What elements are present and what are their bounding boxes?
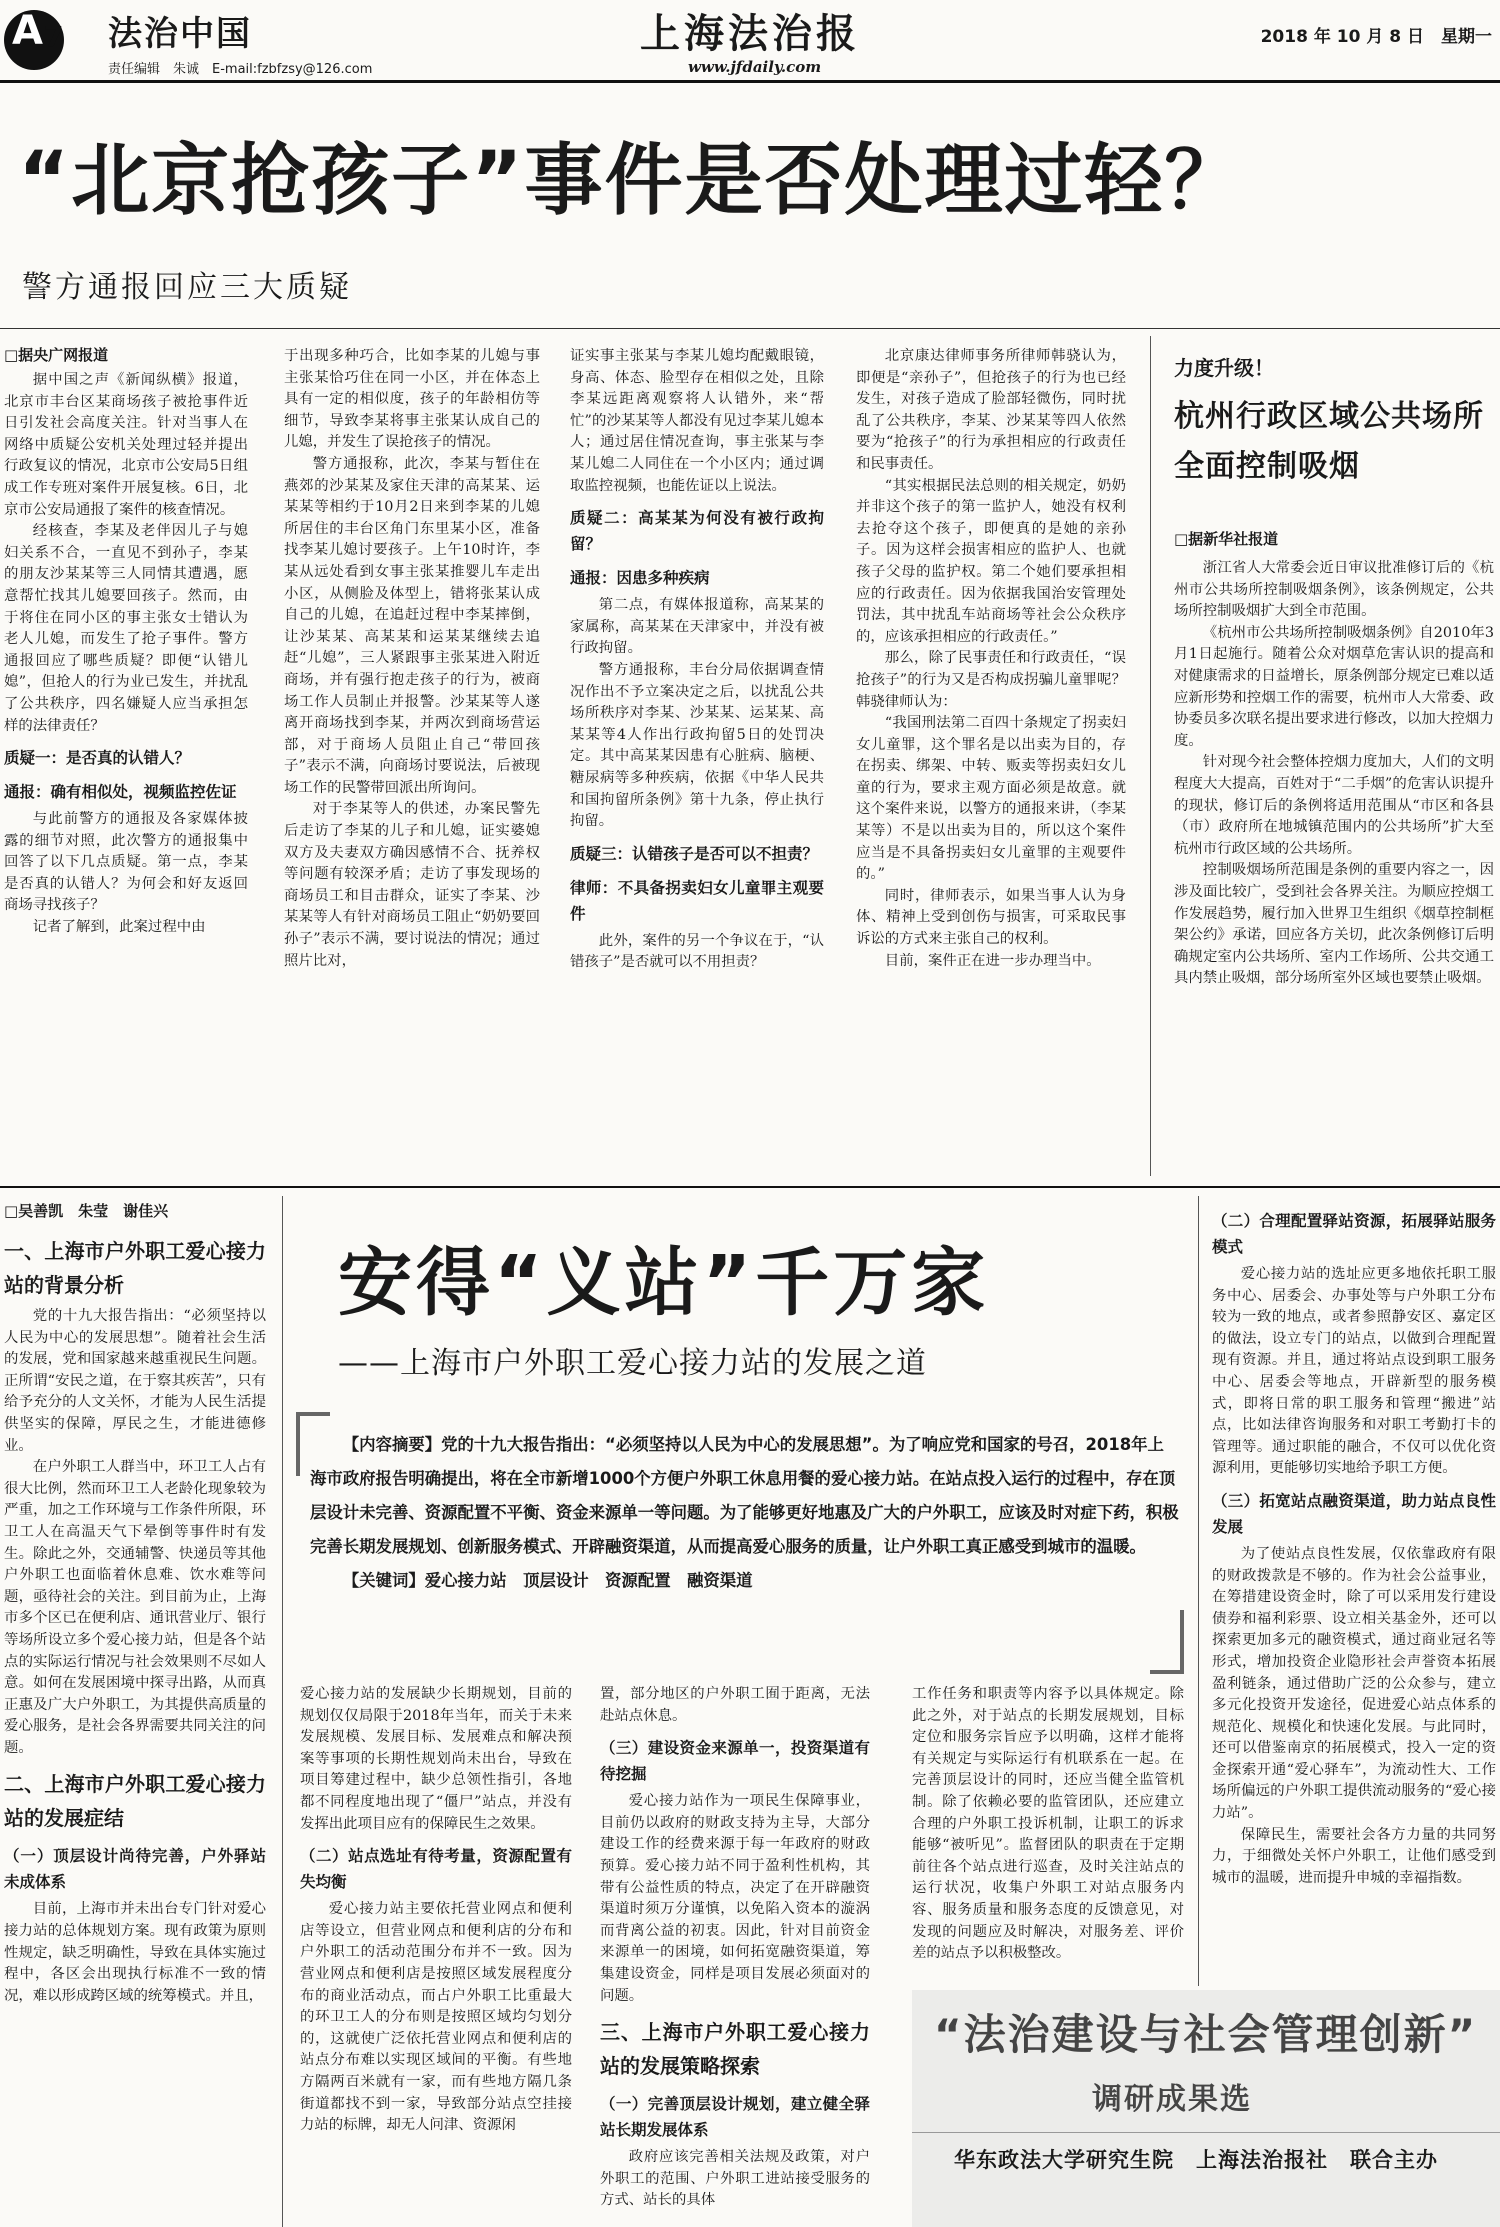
paragraph: 同时，律师表示，如果当事人认为身体、精神上受到创伤与损害，可采取民事诉讼的方式来主张自己的权利。 bbox=[856, 887, 1126, 948]
paragraph: 第二点，有媒体报道称，高某某的家属称，高某某在天津家中，并没有被行政拘留。 bbox=[570, 597, 824, 657]
top-byline: □据央广网报道 bbox=[4, 346, 109, 364]
paragraph: 政府应该完善相关法规及政策，对户外职工的范围、户外职工进站接受服务的方式、站长的具体 bbox=[600, 2149, 870, 2209]
bottom-column-4 bbox=[912, 1684, 1184, 1984]
paragraph: 证实事主张某与李某儿媳均配戴眼镜，身高、体态、脸型存在相似之处，且除李某远距离观察将人认错外，来“帮忙”的沙某某等人都没有见过李某儿媳本人；通过居住情况查询，事主张某与李某儿媳二人同住在一个小区内；通过调取监控视频，也能佐证以上说法。 bbox=[570, 348, 824, 494]
header-rule bbox=[0, 80, 1500, 83]
subheading: 律师：不具备拐卖妇女儿童罪主观要件 bbox=[570, 878, 824, 923]
abstract-text: 【内容摘要】党的十九大报告指出：“必须坚持以人民为中心的发展思想”。为了响应党和国家的号召，2018年上海市政府报告明确提出，将在全市新增1000个方便户外职工休息用餐的爱心接力站。在站点投入运行的过程中，存在顶层设计未完善、资源配置不平衡、资金来源单一等问题。为了能够更好地惠及广大的户外职工，应该及时对症下药，积极完善长期发展规划、创新服务模式、开辟融资渠道，从而提高爱心服务的质量，让户外职工真正感受到城市的温暖。 bbox=[310, 1435, 1179, 1556]
paragraph: 爱心接力站作为一项民生保障事业，目前仍以政府的财政支持为主导，大部分建设工作的经费来源于每一年政府的财政预算。爱心接力站不同于盈利性机构，其带有公益性质的特点，决定了在开辟融资渠道时须万分谨慎，以免陷入资本的漩涡而背离公益的初衷。因此，针对目前资金来源单一的困境，如何拓宽融资渠道，筹集建设资金，同样是项目发展必须面对的问题。 bbox=[600, 1793, 870, 2004]
bottom-byline: □吴善凯 朱莹 谢佳兴 bbox=[4, 1202, 169, 1220]
subheading: 通报：确有相似处，视频监控佐证 bbox=[4, 783, 237, 802]
column-divider bbox=[282, 1196, 283, 2227]
website-link[interactable]: www.jfdaily.com bbox=[688, 58, 822, 76]
bottom-column-1 bbox=[4, 1226, 266, 2227]
issue-date: 2018 年 10 月 8 日 星期一 bbox=[1260, 27, 1492, 47]
subheading: 二、上海市户外职工爱心接力站的发展症结 bbox=[4, 1772, 266, 1831]
paragraph: 那么，除了民事责任和行政责任，“误抢孩子”的行为又是否构成拐骗儿童罪呢？韩骁律师认为： bbox=[856, 650, 1126, 710]
column-divider bbox=[1150, 336, 1151, 1176]
paragraph: 北京康达律师事务所律师韩骁认为，即便是“亲孙子”，但抢孩子的行为也已经发生，对孩子造成了脸部轻微伤，同时扰乱了公共秩序，李某、沙某某等四人依然要为“抢孩子”的行为承担相应的行政责任和民事责任。 bbox=[856, 348, 1126, 472]
paragraph: 与此前警方的通报及各家媒体披露的细节对照，此次警方的通报集中回答了以下几点质疑。第一点，李某是否真的认错人？为何会和好友返回商场寻找孩子？ bbox=[4, 811, 248, 914]
bottom-column-5 bbox=[1212, 1200, 1496, 1986]
subheading: 一、上海市户外职工爱心接力站的背景分析 bbox=[4, 1239, 266, 1297]
top-article-column-3 bbox=[570, 346, 824, 1170]
subheading: （一）顶层设计尚待完善，户外驿站未成体系 bbox=[4, 1847, 266, 1892]
paragraph: 在户外职工人群当中，环卫工人占有很大比例，然而环卫工人老龄化现象较为严重，加之工作环境与工作条件所限，环卫工人在高温天气下晕倒等事件时有发生。除此之外，交通辅警、快递员等其他户外职工也面临着休息难、饮水难等问题，亟待社会的关注。到目前为止，上海市多个区已在便利店、通讯营业厅、银行等场所设立多个爱心接力站，但是各个站点的实际运行情况与社会效果则不尽如人意。如何在发展困境中探寻出路，从而真正惠及广大户外职工，为其提供高质量的爱心服务，是社会各界需要共同关注的问题。 bbox=[4, 1459, 266, 1756]
paragraph: 警方通报称，丰台分局依据调查情况作出不予立案决定之后，以扰乱公共场所秩序对李某、沙某某、运某某、高某某等4人作出行政拘留5日的处罚决定。其中高某某因患有心脏病、脑梗、糖尿病等多种疾病，依据《中华人民共和国拘留所条例》第十九条，停止执行拘留。 bbox=[570, 661, 824, 830]
top-article-column-4 bbox=[856, 346, 1126, 1170]
subheading: 通报：因患多种疾病 bbox=[570, 569, 710, 588]
section-title: 法治中国 bbox=[108, 14, 252, 54]
subheading: （三）建设资金来源单一，投资渠道有待挖掘 bbox=[600, 1739, 870, 1784]
side-headline: 杭州行政区域公共场所全面控制吸烟 bbox=[1174, 399, 1484, 484]
page-letter: A bbox=[12, 8, 43, 54]
paragraph: 为了使站点良性发展，仅依靠政府有限的财政拨款是不够的。作为社会公益事业，在筹措建设资金时，除了可以采用发行建设债券和福利彩票、设立相关基金外，还可以探索更加多元的融资模式，通过商业冠名等形式，增加投资企业隐形社会声誉资本拓展盈利链条，通过借助广泛的公众参与，建立多元化投资开发途径，促进爱心站点体系的规范化、规模化和快速化发展。与此同时，还可以借鉴南京的拓展模式，投入一定的资金探索开通“爱心驿车”，为流动性大、工作场所偏远的户外职工提供流动服务的“爱心接力站”。 bbox=[1212, 1545, 1496, 1822]
paragraph: 爱心接力站的发展缺少长期规划，目前的规划仅仅局限于2018年当年，而关于未来发展规模、发展目标、发展难点和解决预案等事项的长期性规划尚未出台，导致在项目筹建过程中，缺少总领性指引，各地都不同程度地出现了“僵尸”站点，并没有发挥出此项目应有的保障民生之效果。 bbox=[300, 1686, 572, 1832]
paragraph: 对于李某等人的供述，办案民警先后走访了李某的儿子和儿媳，证实婆媳双方及夫妻双方确因感情不合、抚养权等问题有较深矛盾；走访了事发现场的商场员工和目击群众，证实了李某、沙某某等人有针对商场员工阻止“奶奶要回孙子”表示不满，要讨说法的情况；通过照片比对， bbox=[284, 801, 540, 969]
abstract-box bbox=[310, 1428, 1180, 1598]
paragraph: 此外，案件的另一个争议在于，“认错孩子”是否就可以不用担责？ bbox=[570, 932, 824, 971]
paragraph: 党的十九大报告指出：“必须坚持以人民为中心的发展思想”。随着社会生活的发展，党和国家越来越重视民生问题。正所谓“安民之道，在于察其疾苦”，只有给予充分的人文关怀，才能为人民生活提供坚实的保障，厚民之生，才能进德修业。 bbox=[4, 1308, 266, 1454]
paragraph: 工作任务和职责等内容予以具体规定。除此之外，对于站点的长期发展规划，目标定位和服务宗旨应予以明确，这样才能将有关规定与实际运行有机联系在一起。在完善顶层设计的同时，还应当健全监管机制。除了依赖必要的监管团队，还应建立合理的户外职工投诉机制，让职工的诉求能够“被听见”。监督团队的职责在于定期前往各个站点进行巡查，及时关注站点的运行状况，收集户外职工对站点服务内容、服务质量和服务态度的反馈意见，对发现的问题应及时解决，对服务差、评价差的站点予以积极整改。 bbox=[912, 1686, 1184, 1962]
series-banner bbox=[912, 1990, 1500, 2227]
subheading: 质疑一：是否真的认错人？ bbox=[4, 749, 191, 768]
paragraph: 记者了解到，此案过程中由 bbox=[32, 919, 206, 936]
paragraph: 爱心接力站的选址应更多地依托职工服务中心、居委会、办事处等与户外职工分布较为一致的地点，或者参照静安区、嘉定区的做法，设立专门的站点，以做到合理配置现有资源。并且，通过将站点设到职工服务中心、居委会等地点，开辟新型的服务模式，即将日常的职工服务和管理“搬进”站点，比如法律咨询服务和对职工考勤打卡的管理等。通过职能的融合，不仅可以优化资源利用，更能够切实地给予职工方便。 bbox=[1212, 1266, 1496, 1477]
abstract-bracket-bottom bbox=[1150, 1610, 1184, 1674]
subheading: （二）合理配置驿站资源，拓展驿站服务模式 bbox=[1212, 1212, 1496, 1256]
paragraph: 于出现多种巧合，比如李某的儿媳与事主张某恰巧住在同一小区，并在体态上具有一定的相似度，孩子的年龄相仿等细节，导致李某将事主张某认成自己的儿媳，并发生了误抢孩子的情况。 bbox=[284, 348, 540, 451]
side-byline: □据新华社报道 bbox=[1174, 530, 1279, 548]
paragraph: 目前，上海市并未出台专门针对爱心接力站的总体规划方案。现有政策为原则性规定，缺乏明确性，导致在具体实施过程中，各区会出现执行标准不一致的情况，难以形成跨区域的统筹模式。并且， bbox=[4, 1901, 266, 2004]
main-subheadline: 警方通报回应三大质疑 bbox=[22, 270, 352, 305]
series-subtitle: 调研成果选 bbox=[1092, 2082, 1252, 2117]
subheading: （三）拓宽站点融资渠道，助力站点良性发展 bbox=[1212, 1491, 1496, 1536]
page-number: 7 bbox=[44, 20, 64, 53]
column-divider bbox=[1198, 1196, 1199, 1986]
bottom-subheadline: ——上海市户外职工爱心接力站的发展之道 bbox=[338, 1346, 927, 1381]
side-article-body bbox=[1174, 558, 1494, 1158]
paragraph: 目前，案件正在进一步办理当中。 bbox=[884, 952, 1101, 969]
top-article-column-2 bbox=[284, 346, 540, 1170]
paragraph: 爱心接力站主要依托营业网点和便利店等设立，但营业网点和便利店的分布和户外职工的活动范围分布并不一致。因为营业网点和便利店是按照区域发展程度分布的商业活动点，而占户外职工比重最大的环卫工人的分布则是按照区域均匀划分的，这就使广泛依托营业网点和便利店的站点分布难以实现区域间的平衡。有些地方隔两百米就有一家，而有些地方隔几条街道都找不到一家，导致部分站点空挂接力站的标牌，却无人问津、资源闲 bbox=[300, 1901, 572, 2134]
bottom-headline: 安得“义站”千万家 bbox=[338, 1240, 990, 1326]
side-kicker: 力度升级！ bbox=[1174, 356, 1274, 380]
section-divider bbox=[0, 1186, 1500, 1188]
series-organizers: 华东政法大学研究生院 上海法治报社 联合主办 bbox=[954, 2148, 1438, 2172]
paragraph: 针对现今社会整体控烟力度加大，人们的文明程度大大提高，百姓对于“二手烟”的危害认识提升的现状，修订后的条例将适用范围从“市区和各县（市）政府所在地城镇范围内的公共场所”扩大至杭州市行政区域的公共场所。 bbox=[1174, 754, 1494, 857]
main-headline: “北京抢孩子”事件是否处理过轻？ bbox=[18, 136, 1245, 226]
editor-line: 责任编辑 朱诚 E-mail:fzbfzsy@126.com bbox=[108, 62, 373, 77]
subheading: 三、上海市户外职工爱心接力站的发展策略探索 bbox=[600, 2020, 870, 2079]
masthead: 上海法治报 bbox=[640, 10, 860, 57]
top-article-column-1 bbox=[4, 370, 248, 1170]
paragraph: 置，部分地区的户外职工囿于距离，无法赴站点休息。 bbox=[600, 1686, 870, 1724]
subheading: 质疑三：认错孩子是否可以不担责？ bbox=[570, 844, 819, 863]
subheading: （一）完善顶层设计规划，建立健全驿站长期发展体系 bbox=[600, 2095, 870, 2140]
article-divider bbox=[0, 328, 1500, 329]
bottom-column-2 bbox=[300, 1684, 572, 2227]
paragraph: 《杭州市公共场所控制吸烟条例》自2010年3月1日起施行。随着公众对烟草危害认识的提高和对健康需求的日益增长，原条例部分规定已难以适应新形势和控烟工作的需要，杭州市人大常委、政协委员多次联名提出要求进行修改，以加大控烟力度。 bbox=[1174, 624, 1494, 749]
paragraph: 浙江省人大常委会近日审议批准修订后的《杭州市公共场所控制吸烟条例》，该条例规定，公共场所控制吸烟扩大到全市范围。 bbox=[1174, 560, 1494, 620]
page-number-badge bbox=[4, 6, 104, 64]
paragraph: 警方通报称，此次，李某与暂住在燕郊的沙某某及家住天津的高某某、运某某等相约于10月2日来到李某的儿媳所居住的丰台区角门东里某小区，准备找李某儿媳讨要孩子。上午10时许，李某从远处看到女事主张某推婴儿车走出小区，从侧脸及体型上，错将张某认成自己的儿媳，在追赶过程中李某摔倒，让沙某某、高某某和运某某继续去追赶“儿媳”，三人紧跟事主张某进入附近商场，并有强行抱走孩子的行为，被商场工作人员制止并报警。沙某某等人遂离开商场找到李某，并两次到商场营运部，对于商场人员阻止自己“带回孩子”表示不满，向商场讨要说法，后被现场工作的民警带回派出所询问。 bbox=[284, 455, 540, 796]
paragraph: “其实根据民法总则的相关规定，奶奶并非这个孩子的第一监护人，她没有权利去抢夺这个孩子，即便真的是她的亲孙子。因为这样会损害相应的监护人、也就孩子父母的监护权。第二个她们要承担相应的行政责任。因为依据我国治安管理处罚法，其中扰乱车站商场等社会公众秩序的，应该承担相应的行政责任。” bbox=[856, 477, 1126, 645]
paragraph: 经核查，李某及老伴因儿子与媳妇关系不合，一直见不到孙子，李某的朋友沙某某等三人同情其遭遇，愿意帮忙找其儿媳要回孩子。然而，由于将住在同小区的事主张女士错认为老人儿媳，而发生了抢子事件。警方通报回应了哪些质疑？即便“认错儿媳”，但抢人的行为业已发生，并扰乱了公共秩序，四名嫌疑人应当承担怎样的法律责任？ bbox=[4, 523, 248, 734]
paragraph: 保障民生，需要社会各方力量的共同努力，于细微处关怀户外职工，让他们感受到城市的温暖，进而提升申城的幸福指数。 bbox=[1212, 1826, 1496, 1886]
series-title: “法治建设与社会管理创新” bbox=[934, 2010, 1478, 2059]
subheading: 质疑二：高某某为何没有被行政拘留？ bbox=[570, 509, 824, 554]
paragraph: 控制吸烟场所范围是条例的重要内容之一，因涉及面比较广，受到社会各界关注。为顺应控烟工作发展趋势，履行加入世界卫生组织《烟草控制框架公约》承诺，回应各方关切，此次条例修订后明确规定室内公共场所、室内工作场所、公共交通工具内禁止吸烟，部分场所室外区域也要禁止吸烟。 bbox=[1174, 862, 1494, 987]
keywords: 【关键词】爱心接力站 顶层设计 资源配置 融资渠道 bbox=[342, 1571, 753, 1590]
bottom-column-3 bbox=[600, 1684, 870, 2227]
subheading: （二）站点选址有待考量，资源配置有失均衡 bbox=[300, 1847, 572, 1892]
paragraph: 据中国之声《新闻纵横》报道，北京市丰台区某商场孩子被抢事件近日引发社会高度关注。针对当事人在网络中质疑公安机关处理过轻并提出行政复议的情况，北京市公安局5日组成工作专班对案件开展复核。6日，北京市公安局通报了案件的核查情况。 bbox=[4, 372, 248, 518]
paragraph: “我国刑法第二百四十条规定了拐卖妇女儿童罪，这个罪名是以出卖为目的，存在拐卖、绑架、中转、贩卖等拐卖妇女儿童的行为，要求主观方面必须是故意。就这个案件来说，以警方的通报来讲，（李某某等）不是以出卖为目的，所以这个案件应当是不具备拐卖妇女儿童罪的主观要件的。” bbox=[856, 715, 1126, 883]
